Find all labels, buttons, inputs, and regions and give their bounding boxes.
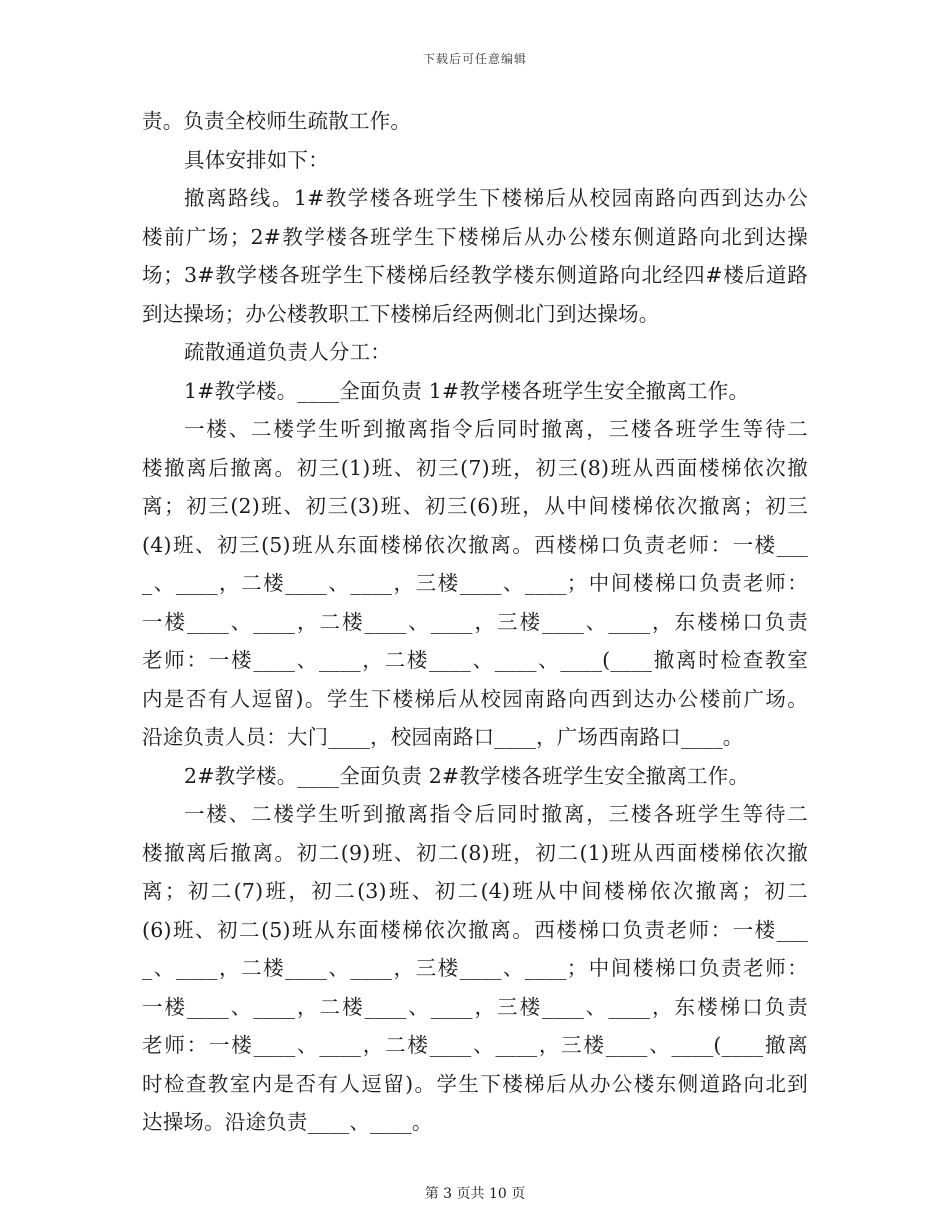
paragraph-line: 到达操场；办公楼教职工下楼梯后经两侧北门到达操场。 (142, 301, 660, 326)
page-number: 第 3 页共 10 页 (424, 1186, 526, 1202)
paragraph-line: 撤离路线。1#教学楼各班学生下楼梯后从校园南路向西到达办公 (184, 186, 808, 210)
paragraph-line: 时检查教室内是否有人逗留)。学生下楼梯后从办公楼东侧道路向北到 (142, 1071, 808, 1096)
paragraph-line: 楼前广场；2#教学楼各班学生下楼梯后从办公楼东侧道路向北到达操 (142, 224, 808, 249)
paragraph-line: 场；3#教学楼各班学生下楼梯后经教学楼东侧道路向北经四#楼后道路 (142, 263, 808, 287)
paragraph-line: 老师：一楼____、____，二楼____、____、____(____撤离时检查教室 (142, 648, 808, 672)
document-body (142, 102, 808, 1142)
paragraph-line: 楼撤离后撤离。初二(9)班、初二(8)班，初二(1)班从西面楼梯依次撤 (142, 840, 808, 865)
paragraph-line: 疏散通道负责人分工： (184, 340, 391, 364)
paragraph-line: 一楼、二楼学生听到撤离指令后同时撤离，三楼各班学生等待二 (184, 802, 808, 826)
paragraph-line: 具体安排如下： (184, 147, 329, 172)
paragraph-line: _、____，二楼____、____，三楼____、____；中间楼梯口负责老师： (142, 571, 808, 595)
paragraph-line: 老师：一楼____、____，二楼____、____，三楼____、____(____撤离 (142, 1033, 808, 1057)
paragraph-line: 一楼____、____，二楼____、____，三楼____、____，东楼梯口负责 (142, 609, 808, 634)
paragraph-line: 一楼____、____，二楼____、____，三楼____、____，东楼梯口负责 (142, 994, 808, 1019)
paragraph-line: 沿途负责人员：大门____，校园南路口____，广场西南路口____。 (142, 725, 744, 749)
paragraph-line: 一楼、二楼学生听到撤离指令后同时撤离，三楼各班学生等待二 (184, 417, 808, 441)
paragraph-line: 1#教学楼。____全面负责 1#教学楼各班学生安全撤离工作。 (184, 378, 750, 403)
paragraph-line: 达操场。沿途负责____、____。 (142, 1110, 433, 1134)
paragraph-line: _、____，二楼____、____，三楼____、____；中间楼梯口负责老师： (142, 956, 808, 980)
paragraph-line: 2#教学楼。____全面负责 2#教学楼各班学生安全撤离工作。 (184, 763, 750, 788)
paragraph-line: (4)班、初三(5)班从东面楼梯依次撤离。西楼梯口负责老师：一楼___ (142, 532, 808, 557)
paragraph-line: 责。负责全校师生疏散工作。 (142, 109, 412, 133)
paragraph-line: 离；初二(7)班，初二(3)班、初二(4)班从中间楼梯依次撤离；初二 (142, 879, 808, 903)
paragraph-line: 内是否有人逗留)。学生下楼梯后从校园南路向西到达办公楼前广场。 (142, 686, 808, 711)
paragraph-line: (6)班、初二(5)班从东面楼梯依次撤离。西楼梯口负责老师：一楼___ (142, 917, 808, 942)
paragraph-line: 楼撤离后撤离。初三(1)班、初三(7)班，初三(8)班从西面楼梯依次撤 (142, 455, 808, 480)
page-header-note: 下载后可任意编辑 (422, 52, 527, 66)
paragraph-line: 离；初三(2)班、初三(3)班、初三(6)班，从中间楼梯依次撤离；初三 (142, 494, 808, 518)
